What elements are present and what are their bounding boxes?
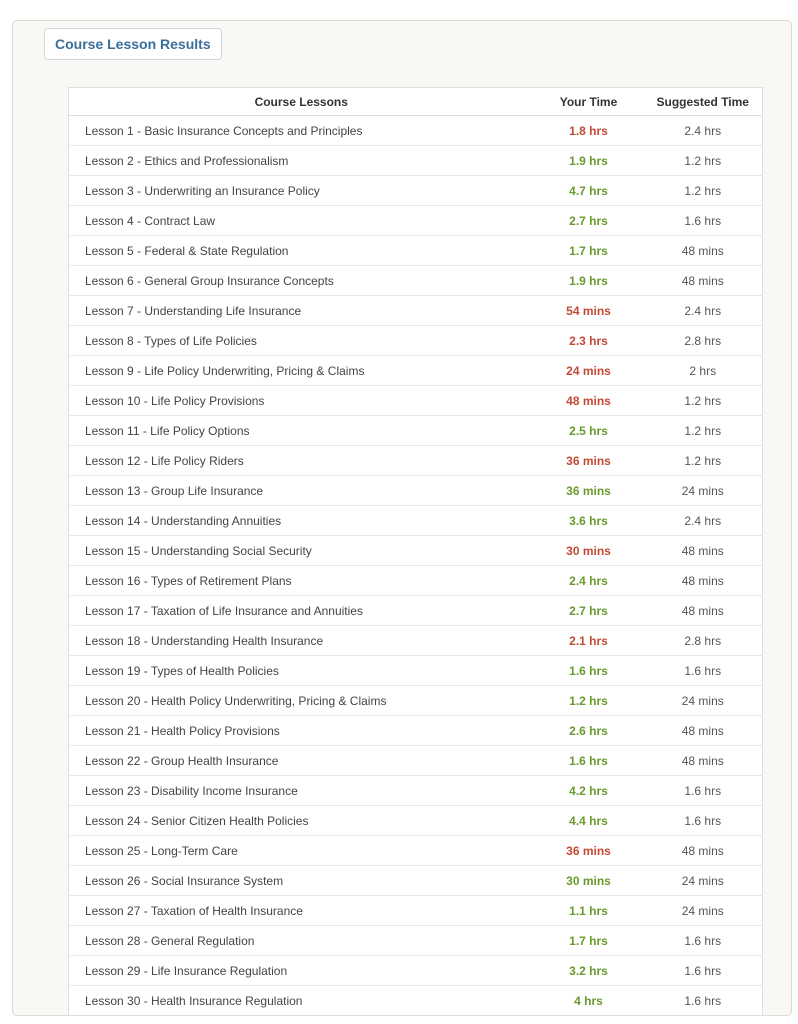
suggested-time-value: 1.2 hrs xyxy=(644,446,763,476)
lesson-name: Lesson 29 - Life Insurance Regulation xyxy=(69,956,534,986)
table-row xyxy=(69,146,763,176)
table-row xyxy=(69,176,763,206)
your-time-value: 2.6 hrs xyxy=(534,716,644,746)
header-your-time: Your Time xyxy=(534,88,644,116)
table-row xyxy=(69,566,763,596)
table-row xyxy=(69,866,763,896)
suggested-time-value: 1.6 hrs xyxy=(644,806,763,836)
your-time-value: 36 mins xyxy=(534,446,644,476)
lesson-name: Lesson 18 - Understanding Health Insurance xyxy=(69,626,534,656)
lesson-name: Lesson 13 - Group Life Insurance xyxy=(69,476,534,506)
your-time-value: 1.7 hrs xyxy=(534,926,644,956)
suggested-time-value: 48 mins xyxy=(644,266,763,296)
your-time-value: 4 hrs xyxy=(534,986,644,1016)
suggested-time-value: 1.2 hrs xyxy=(644,416,763,446)
table-row xyxy=(69,926,763,956)
your-time-value: 54 mins xyxy=(534,296,644,326)
course-lesson-results-panel xyxy=(12,20,792,1016)
suggested-time-value: 2.4 hrs xyxy=(684,123,722,138)
your-time-value: 2.3 hrs xyxy=(534,326,644,356)
table-row xyxy=(69,776,763,806)
table-row xyxy=(69,716,763,746)
panel-title: Course Lesson Results xyxy=(44,28,222,60)
table-row xyxy=(69,656,763,686)
your-time-value: 48 mins xyxy=(534,386,644,416)
table-row xyxy=(69,236,763,266)
suggested-time-value: 48 mins xyxy=(644,236,763,266)
lesson-name: Lesson 2 - Ethics and Professionalism xyxy=(69,146,534,176)
table-row xyxy=(69,356,763,386)
suggested-time-value: 1.6 hrs xyxy=(644,656,763,686)
suggested-time-value: 48 mins xyxy=(644,716,763,746)
lesson-name: Lesson 22 - Group Health Insurance xyxy=(69,746,534,776)
suggested-time-value: 48 mins xyxy=(644,836,763,866)
suggested-time-value: 24 mins xyxy=(644,686,763,716)
lesson-name: Lesson 27 - Taxation of Health Insurance xyxy=(69,896,534,926)
lesson-name: Lesson 5 - Federal & State Regulation xyxy=(69,236,534,266)
table-row xyxy=(69,386,763,416)
table-row xyxy=(69,896,763,926)
table-row xyxy=(69,296,763,326)
lesson-name: Lesson 1 - Basic Insurance Concepts and Principles xyxy=(85,123,363,138)
your-time-value: 36 mins xyxy=(534,836,644,866)
lesson-name: Lesson 9 - Life Policy Underwriting, Pricing & Claims xyxy=(69,356,534,386)
lesson-name: Lesson 3 - Underwriting an Insurance Policy xyxy=(69,176,534,206)
your-time-value: 36 mins xyxy=(534,476,644,506)
your-time-value: 30 mins xyxy=(534,536,644,566)
your-time-value: 2.7 hrs xyxy=(534,596,644,626)
your-time-value: 1.8 hrs xyxy=(569,123,608,138)
suggested-time-value: 2 hrs xyxy=(644,356,763,386)
your-time-value: 1.7 hrs xyxy=(534,236,644,266)
lesson-name: Lesson 15 - Understanding Social Security xyxy=(69,536,534,566)
lesson-name: Lesson 30 - Health Insurance Regulation xyxy=(69,986,534,1016)
suggested-time-value: 48 mins xyxy=(644,746,763,776)
suggested-time-value: 48 mins xyxy=(644,566,763,596)
table-row xyxy=(69,956,763,986)
your-time-value: 1.2 hrs xyxy=(534,686,644,716)
suggested-time-value: 24 mins xyxy=(644,866,763,896)
table-row xyxy=(69,536,763,566)
table-row xyxy=(69,476,763,506)
your-time-value: 4.2 hrs xyxy=(534,776,644,806)
your-time-value: 1.6 hrs xyxy=(534,746,644,776)
your-time-value: 3.2 hrs xyxy=(534,956,644,986)
lesson-name: Lesson 7 - Understanding Life Insurance xyxy=(69,296,534,326)
lesson-name: Lesson 17 - Taxation of Life Insurance and Annuities xyxy=(69,596,534,626)
your-time-value: 3.6 hrs xyxy=(534,506,644,536)
table-row xyxy=(69,206,763,236)
suggested-time-value: 1.6 hrs xyxy=(644,776,763,806)
table-row xyxy=(69,986,763,1016)
suggested-time-value: 2.4 hrs xyxy=(644,296,763,326)
lesson-name: Lesson 28 - General Regulation xyxy=(69,926,534,956)
lesson-name: Lesson 16 - Types of Retirement Plans xyxy=(69,566,534,596)
table-header-row xyxy=(69,88,763,116)
suggested-time-value: 48 mins xyxy=(644,596,763,626)
your-time-value: 2.5 hrs xyxy=(534,416,644,446)
suggested-time-value: 1.6 hrs xyxy=(644,986,763,1016)
your-time-value: 30 mins xyxy=(534,866,644,896)
header-course-lessons: Course Lessons xyxy=(69,88,534,116)
your-time-value: 1.9 hrs xyxy=(534,266,644,296)
your-time-value: 2.4 hrs xyxy=(534,566,644,596)
lesson-name: Lesson 23 - Disability Income Insurance xyxy=(69,776,534,806)
lesson-name: Lesson 11 - Life Policy Options xyxy=(69,416,534,446)
table-body xyxy=(69,116,763,1016)
table-row xyxy=(69,596,763,626)
table-row xyxy=(69,326,763,356)
your-time-value: 24 mins xyxy=(534,356,644,386)
table-row xyxy=(69,836,763,866)
lesson-name: Lesson 4 - Contract Law xyxy=(69,206,534,236)
course-lessons-table xyxy=(68,87,763,1016)
suggested-time-value: 1.2 hrs xyxy=(644,146,763,176)
your-time-value: 1.1 hrs xyxy=(534,896,644,926)
table-row xyxy=(69,506,763,536)
table-row xyxy=(69,746,763,776)
lesson-name: Lesson 24 - Senior Citizen Health Policies xyxy=(69,806,534,836)
lesson-name: Lesson 14 - Understanding Annuities xyxy=(69,506,534,536)
lesson-name: Lesson 25 - Long-Term Care xyxy=(69,836,534,866)
suggested-time-value: 2.8 hrs xyxy=(644,326,763,356)
suggested-time-value: 24 mins xyxy=(644,896,763,926)
suggested-time-value: 24 mins xyxy=(644,476,763,506)
table-row xyxy=(69,626,763,656)
table-row xyxy=(69,116,763,146)
suggested-time-value: 2.8 hrs xyxy=(644,626,763,656)
suggested-time-value: 1.6 hrs xyxy=(644,956,763,986)
table-row xyxy=(69,416,763,446)
lesson-name: Lesson 21 - Health Policy Provisions xyxy=(69,716,534,746)
lesson-name: Lesson 10 - Life Policy Provisions xyxy=(69,386,534,416)
suggested-time-value: 48 mins xyxy=(644,536,763,566)
suggested-time-value: 1.6 hrs xyxy=(644,926,763,956)
suggested-time-value: 1.6 hrs xyxy=(644,206,763,236)
lesson-name: Lesson 19 - Types of Health Policies xyxy=(69,656,534,686)
suggested-time-value: 1.2 hrs xyxy=(644,386,763,416)
table-row xyxy=(69,446,763,476)
your-time-value: 1.6 hrs xyxy=(534,656,644,686)
table-row xyxy=(69,266,763,296)
suggested-time-value: 2.4 hrs xyxy=(644,506,763,536)
lesson-name: Lesson 20 - Health Policy Underwriting, Pricing & Claims xyxy=(69,686,534,716)
your-time-value: 2.7 hrs xyxy=(534,206,644,236)
suggested-time-value: 1.2 hrs xyxy=(644,176,763,206)
your-time-value: 4.7 hrs xyxy=(534,176,644,206)
your-time-value: 2.1 hrs xyxy=(534,626,644,656)
table-row xyxy=(69,686,763,716)
header-suggested-time: Suggested Time xyxy=(644,88,763,116)
lesson-name: Lesson 26 - Social Insurance System xyxy=(69,866,534,896)
lesson-name: Lesson 12 - Life Policy Riders xyxy=(69,446,534,476)
table-row xyxy=(69,806,763,836)
your-time-value: 4.4 hrs xyxy=(534,806,644,836)
lesson-name: Lesson 6 - General Group Insurance Concepts xyxy=(69,266,534,296)
your-time-value: 1.9 hrs xyxy=(534,146,644,176)
lesson-name: Lesson 8 - Types of Life Policies xyxy=(69,326,534,356)
